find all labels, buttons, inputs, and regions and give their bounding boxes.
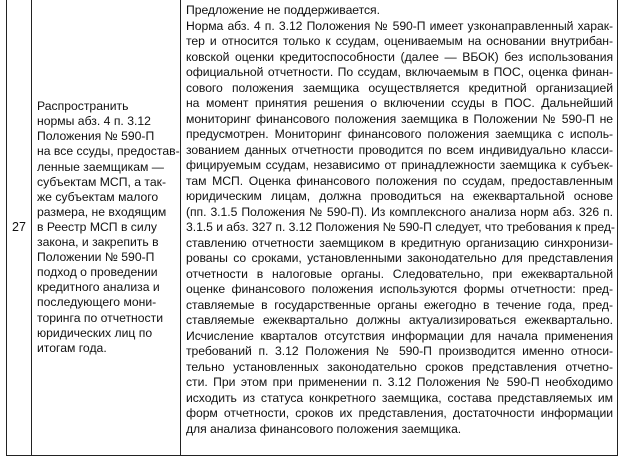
- row-number-cell: [7, 0, 32, 456]
- proposal-line: Распространить: [37, 99, 129, 114]
- proposal-line: нормы абз. 4 п. 3.12: [37, 114, 151, 129]
- answer-line: Предложение не поддерживается.: [186, 3, 380, 17]
- proposal-line: кредитного анализа и: [37, 280, 160, 295]
- proposal-line: на все ссуды, предостав-: [37, 144, 180, 159]
- answer-line: мониторинг финансового положения заемщика в Положении № 590-П не: [186, 111, 613, 126]
- proposal-line: Положения № 590-П: [37, 129, 155, 144]
- answer-line: зованием данных отчетности проводится по всем индивидуально класси-: [186, 142, 613, 157]
- answer-line: ковской оценки кредитоспособности (далее — ВБОК) без использования: [186, 49, 613, 64]
- proposal-line: Положении № 590-П: [37, 250, 155, 265]
- proposal-line: последующего мони-: [37, 295, 157, 310]
- answer-line: тельно установленных законодательно сроков представления отчетно-: [186, 359, 613, 374]
- answer-line: там МСП. Оценка финансового положения по ссудам, предоставленным: [186, 173, 613, 188]
- answer-line: Норма абз. 4 п. 3.12 Положения № 590-П имеет узконаправленный харак-: [186, 18, 613, 33]
- answer-line: ставлению отчетности заемщиком в кредитную организацию синхронизи-: [186, 235, 613, 250]
- answer-line: для анализа финансового положения заемщика.: [186, 421, 462, 436]
- answer-line: ставляемые в государственные органы ежегодно в течение года, пред-: [186, 297, 613, 312]
- proposal-line: итогам года.: [37, 340, 107, 355]
- answer-line: оценке финансового положения используются формы отчетности: пред-: [186, 282, 613, 296]
- answer-line: рованы со сроками, установленными законодательно для представления: [186, 251, 613, 265]
- answer-line: сового положения заемщика осуществляется кредитной организацией: [186, 80, 613, 95]
- answer-line: ставляемые ежеквартально должны актуализироваться ежеквартально.: [186, 313, 613, 327]
- proposal-text: [32, 99, 180, 356]
- proposal-cell: [32, 0, 181, 456]
- proposal-line: подход о проведении: [37, 265, 158, 280]
- proposal-line: ленные заемщикам —: [37, 159, 164, 174]
- proposal-line: в Реестр МСП в силу: [37, 219, 157, 234]
- comments-table: [6, 0, 618, 456]
- answer-line: официальной отчетности. По ссудам, включаемым в ПОС, оценка финан-: [186, 65, 613, 79]
- answer-line: фицируемым ссудам, независимо от принадлежности заемщика к субъек-: [186, 158, 613, 172]
- proposal-line: торинга по отчетности: [37, 310, 164, 325]
- proposal-line: же субъектам малого: [37, 189, 159, 204]
- answer-line: сти. При этом при применении п. 3.12 Положения № 590-П необходимо: [186, 375, 613, 389]
- answer-line: на момент принятия решения о включении ссуды в ПОС. Дальнейший: [186, 96, 613, 110]
- answer-line: отчетности в налоговые органы. Следовательно, при ежеквартальной: [186, 266, 613, 281]
- answer-line: Исчисление кварталов отсутствия информации для начала применения: [186, 328, 613, 343]
- proposal-line: юридических лиц по: [37, 325, 153, 340]
- proposal-line: размера, не входящим: [37, 204, 167, 219]
- answer-line: исходить из статуса конкретного заемщика, состава представляемых им: [186, 390, 613, 405]
- answer-line: предусмотрен. Мониторинг финансового положения заемщика с исполь-: [186, 127, 613, 141]
- answer-line: требований п. 3.12 Положения № 590-П производится именно относи-: [186, 344, 613, 358]
- answer-cell: [181, 0, 618, 456]
- answer-line: тер и относится только к ссудам, оцениваемым на основании внутрибан-: [186, 34, 613, 48]
- answer-text: [186, 3, 613, 437]
- answer-line: форм отчетности, сроков их представления, достаточности информации: [186, 406, 613, 420]
- answer-line: (пп. 3.1.5 Положения № 590-П). Из комплексного анализа норм абз. 326 п.: [186, 204, 613, 219]
- proposal-line: закона, и закрепить в: [37, 235, 159, 250]
- proposal-line: субъектам МСП, а так-: [37, 174, 167, 189]
- answer-line: юридическим лицам, должна проводиться на ежеквартальной основе: [186, 189, 613, 203]
- table-row: [7, 0, 618, 456]
- row-number: 27: [12, 220, 26, 234]
- answer-line: 3.1.5 и абз. 327 п. 3.12 Положения № 590-П следует, что требования к пред-: [186, 220, 615, 234]
